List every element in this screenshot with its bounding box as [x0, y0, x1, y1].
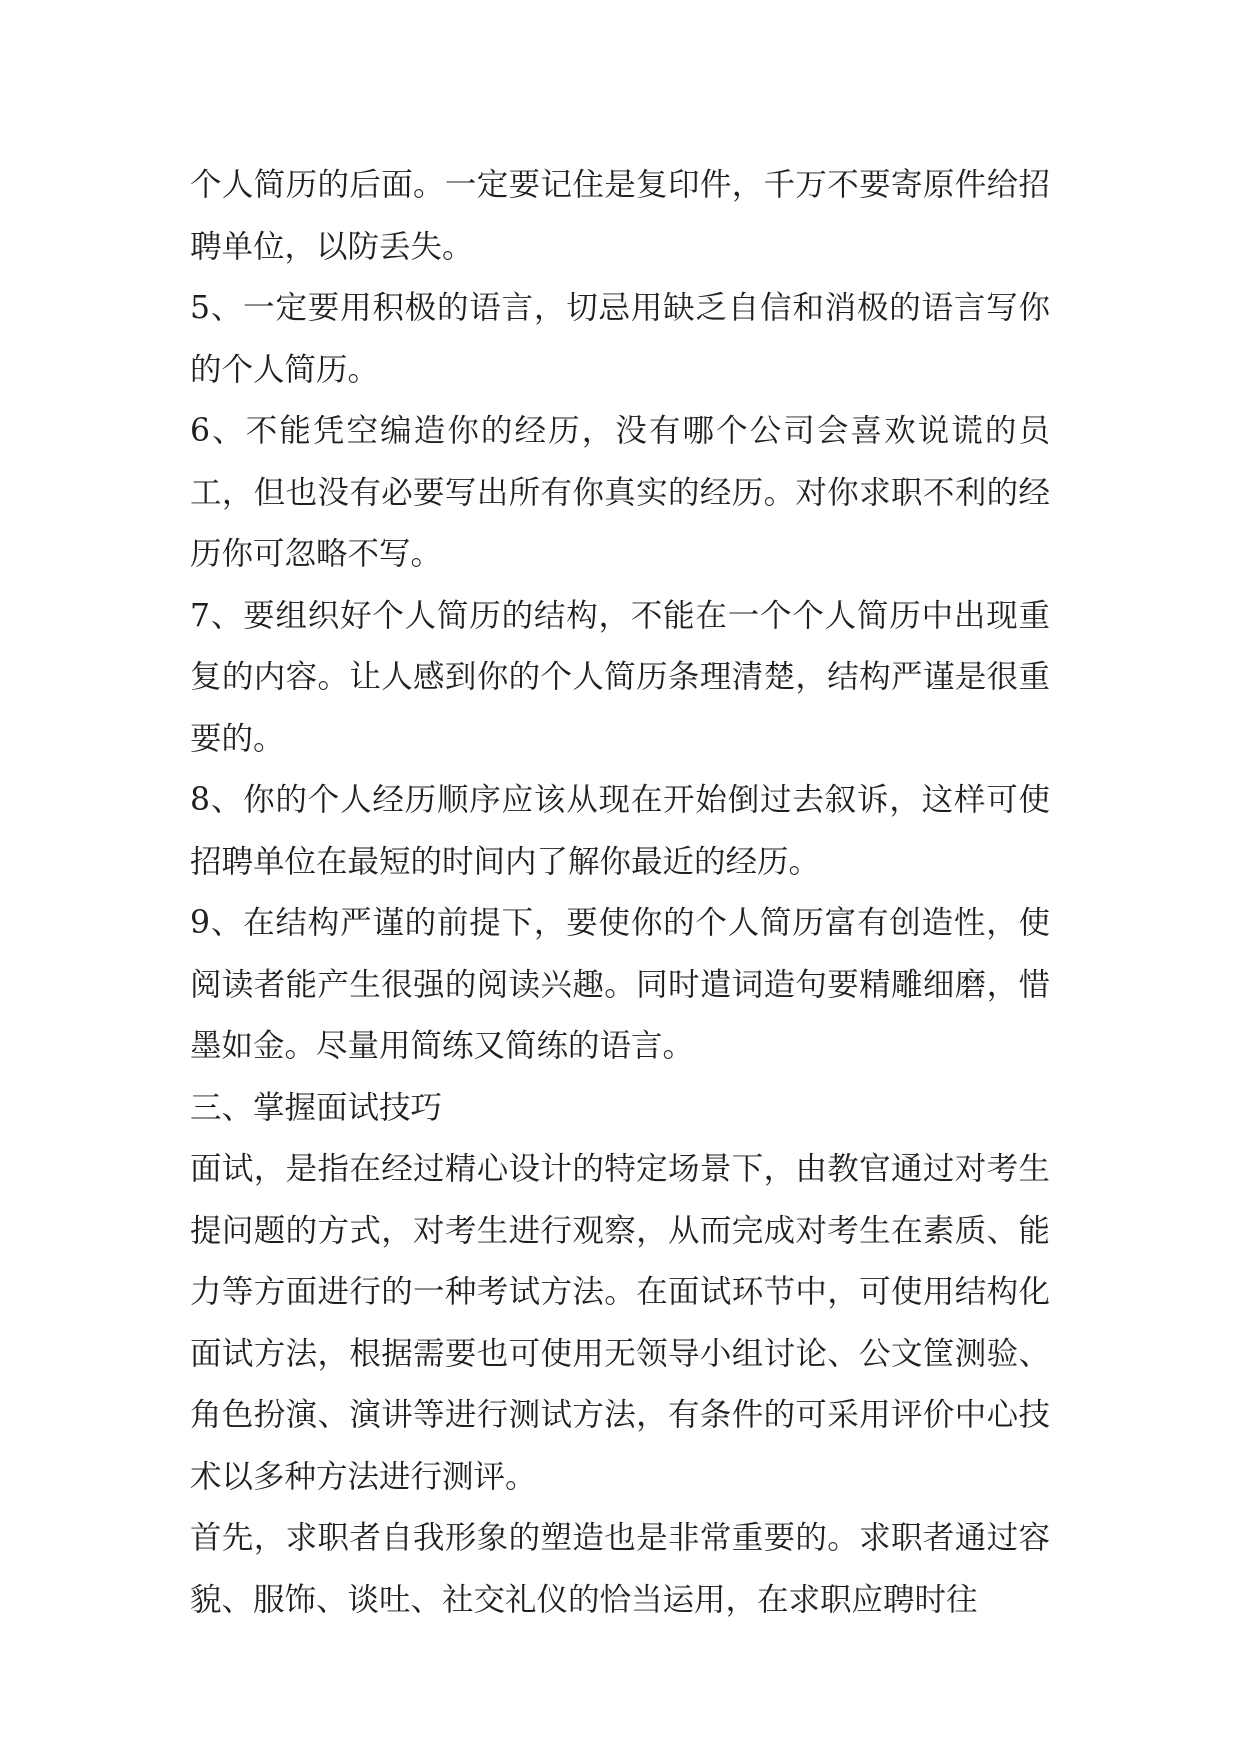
paragraph-interview-definition: 面试，是指在经过精心设计的特定场景下，由教官通过对考生提问题的方式，对考生进行观察，从而完成对考生在素质、能力等方面进行的一种考试方法。在面试环节中，可使用结构化面试方法，根据需要也可使用无领导小组讨论、公文筐测验、角色扮演、演讲等进行测试方法，有条件的可采用评价中心技术以多种方法进行测评。 — [190, 1151, 1050, 1495]
document-body — [190, 155, 1050, 1631]
section-heading: 三、掌握面试技巧 — [190, 1089, 443, 1126]
paragraph-item-7: 7、要组织好个人简历的结构，不能在一个个人简历中出现重复的内容。让人感到你的个人简历条理清楚，结构严谨是很重要的。 — [190, 597, 1050, 757]
paragraph-item-8: 8、你的个人经历顺序应该从现在开始倒过去叙诉，这样可使招聘单位在最短的时间内了解你最近的经历。 — [190, 782, 1050, 880]
paragraph-item-9: 9、在结构严谨的前提下，要使你的个人简历富有创造性，使阅读者能产生很强的阅读兴趣。同时遣词造句要精雕细磨，惜墨如金。尽量用简练又简练的语言。 — [190, 905, 1050, 1064]
paragraph-item-5: 5、一定要用积极的语言，切忌用缺乏自信和消极的语言写你的个人简历。 — [190, 290, 1050, 388]
paragraph-self-image: 首先，求职者自我形象的塑造也是非常重要的。求职者通过容貌、服饰、谈吐、社交礼仪的恰当运用，在求职应聘时往 — [190, 1520, 1050, 1618]
paragraph-item-6: 6、不能凭空编造你的经历，没有哪个公司会喜欢说谎的员工，但也没有必要写出所有你真实的经历。对你求职不利的经历你可忽略不写。 — [190, 413, 1050, 572]
paragraph-continuation: 个人简历的后面。一定要记住是复印件，千万不要寄原件给招聘单位，以防丢失。 — [190, 167, 1050, 265]
